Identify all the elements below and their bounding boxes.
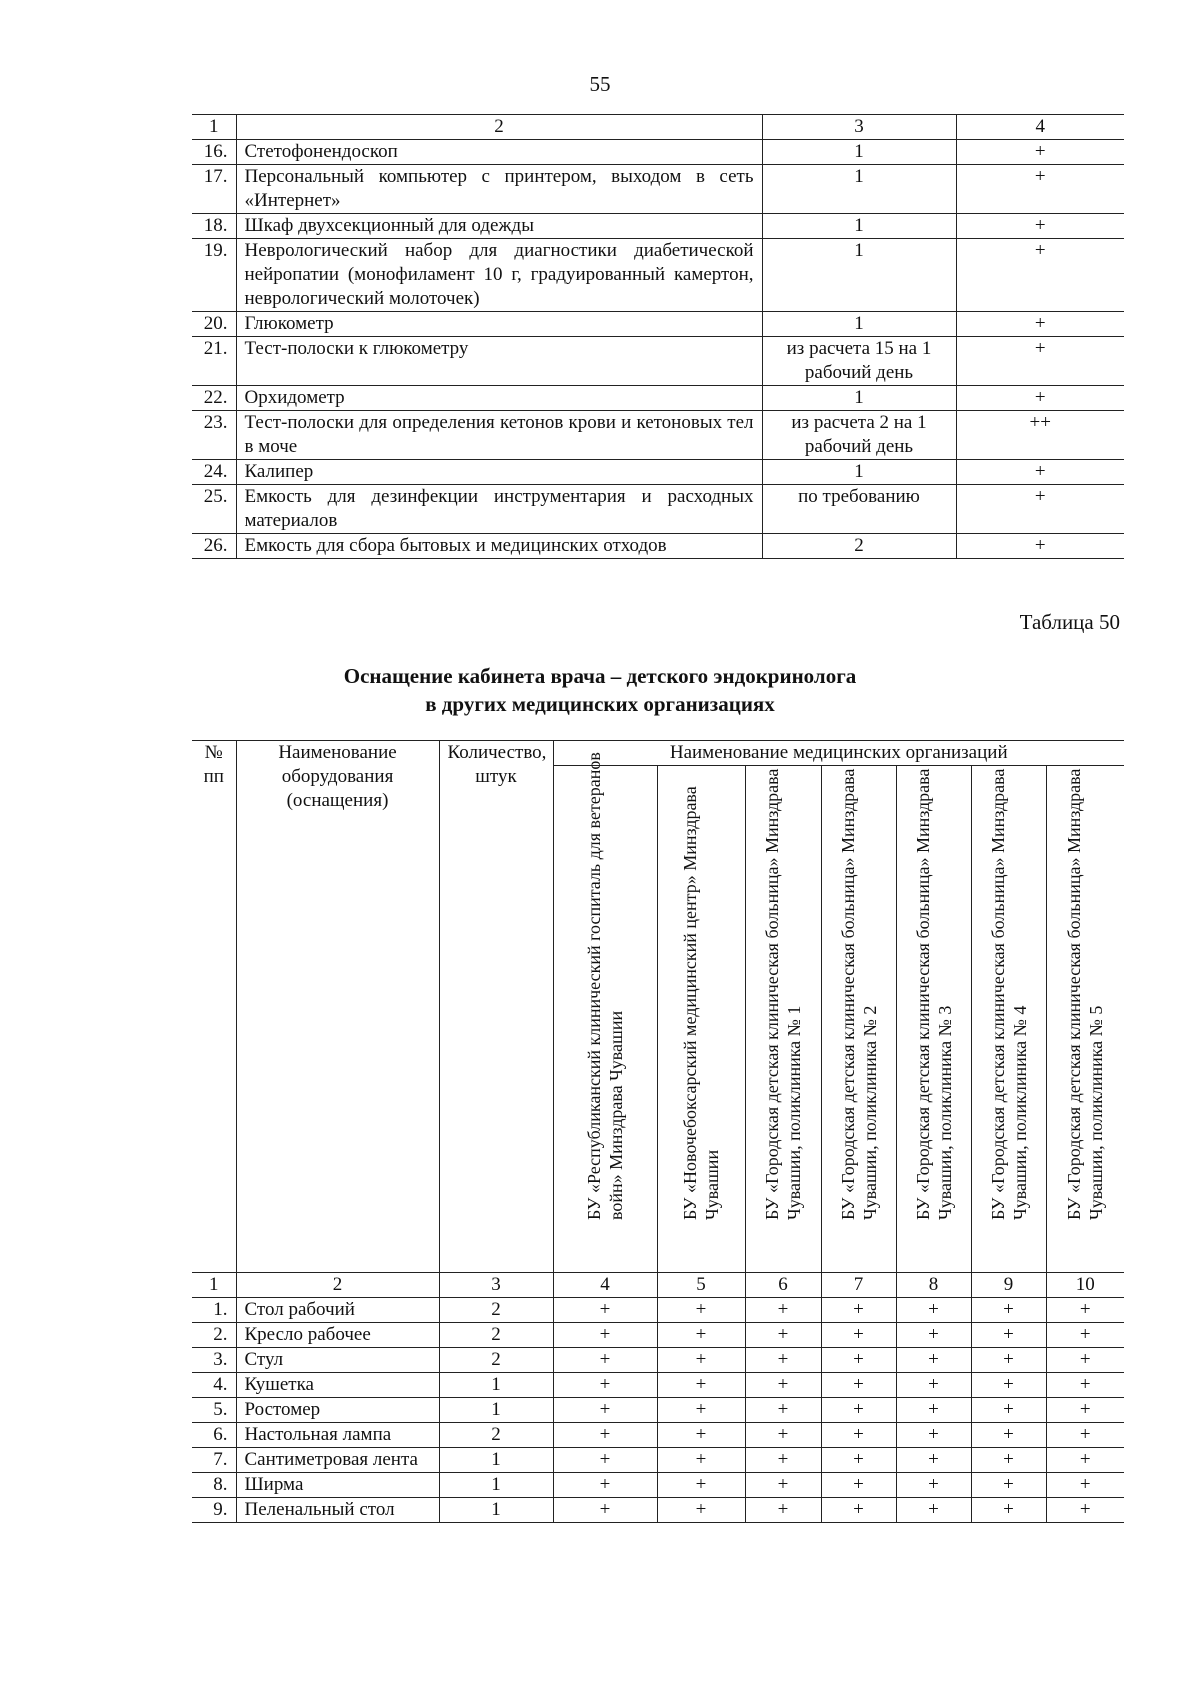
availability-mark: +	[896, 1373, 971, 1398]
equipment-quantity: 1	[762, 140, 956, 165]
equipment-quantity: 1	[439, 1398, 553, 1423]
column-number: 5	[657, 1273, 745, 1298]
row-number: 26.	[192, 534, 236, 559]
org-name: БУ «Городская детская клиническая больница» Минздрава Чувашии, поликлиника № 1	[762, 768, 804, 1220]
availability-mark: +	[896, 1298, 971, 1323]
org-name: БУ «Городская детская клиническая больница» Минздрава Чувашии, поликлиника № 5	[1064, 768, 1107, 1220]
equipment-quantity: 1	[762, 165, 956, 214]
availability-mark: +	[956, 386, 1124, 411]
equipment-quantity: 1	[762, 214, 956, 239]
table1-body	[192, 115, 1124, 559]
availability-mark: +	[821, 1398, 896, 1423]
availability-mark: +	[553, 1323, 657, 1348]
availability-mark: +	[821, 1348, 896, 1373]
table1-row	[192, 386, 1124, 411]
table2-row	[192, 1423, 1124, 1448]
availability-mark: +	[956, 140, 1124, 165]
availability-mark: +	[821, 1473, 896, 1498]
availability-mark: +	[745, 1448, 821, 1473]
column-number: 6	[745, 1273, 821, 1298]
row-number: 25.	[192, 485, 236, 534]
availability-mark: +	[896, 1323, 971, 1348]
row-number: 18.	[192, 214, 236, 239]
equipment-quantity: 1	[439, 1448, 553, 1473]
row-number: 8.	[192, 1473, 236, 1498]
table2-row	[192, 1348, 1124, 1373]
availability-mark: +	[1046, 1498, 1124, 1523]
equipment-name: Ширма	[236, 1473, 439, 1498]
availability-mark: +	[745, 1498, 821, 1523]
table1-header-row	[192, 115, 1124, 140]
row-number: 16.	[192, 140, 236, 165]
availability-mark: +	[1046, 1398, 1124, 1423]
availability-mark: +	[553, 1348, 657, 1373]
availability-mark: +	[971, 1373, 1046, 1398]
equipment-name: Стетофонендоскоп	[236, 140, 762, 165]
availability-mark: +	[1046, 1423, 1124, 1448]
equipment-quantity: из расчета 2 на 1 рабочий день	[762, 411, 956, 460]
org-name: БУ «Городская детская клиническая больница» Минздрава Чувашии, поликлиника № 4	[987, 768, 1030, 1220]
table1-row	[192, 239, 1124, 312]
availability-mark: +	[956, 312, 1124, 337]
equipment-quantity: 2	[439, 1298, 553, 1323]
equipment-name: Калипер	[236, 460, 762, 485]
table1-row	[192, 411, 1124, 460]
org-name-cell	[971, 766, 1046, 1273]
equipment-quantity: 1	[762, 386, 956, 411]
column-number: 3	[439, 1273, 553, 1298]
availability-mark: +	[657, 1448, 745, 1473]
availability-mark: +	[1046, 1348, 1124, 1373]
org-name: БУ «Новочебоксарский медицинский центр» Минздрава Чувашии	[680, 786, 722, 1220]
availability-mark: +	[821, 1298, 896, 1323]
equipment-name: Емкость для сбора бытовых и медицинских отходов	[236, 534, 762, 559]
column-number: 9	[971, 1273, 1046, 1298]
equipment-name: Кушетка	[236, 1373, 439, 1398]
row-number: 19.	[192, 239, 236, 312]
availability-mark: ++	[956, 411, 1124, 460]
table1-header-cell: 3	[762, 115, 956, 140]
availability-mark: +	[745, 1373, 821, 1398]
table-title-line: в других медицинских организациях	[425, 692, 775, 716]
availability-mark: +	[657, 1398, 745, 1423]
equipment-quantity: 2	[439, 1348, 553, 1373]
table1-row	[192, 214, 1124, 239]
availability-mark: +	[971, 1473, 1046, 1498]
column-number: 7	[821, 1273, 896, 1298]
equipment-quantity: 1	[439, 1473, 553, 1498]
availability-mark: +	[745, 1423, 821, 1448]
availability-mark: +	[1046, 1298, 1124, 1323]
col-header-num: № пп	[192, 741, 236, 1273]
col-header-name: Наименование оборудования (оснащения)	[236, 741, 439, 1273]
availability-mark: +	[896, 1473, 971, 1498]
org-name-cell	[553, 752, 657, 1273]
equipment-quantity: из расчета 15 на 1 рабочий день	[762, 337, 956, 386]
equipment-name: Настольная лампа	[236, 1423, 439, 1448]
column-number: 10	[1046, 1273, 1124, 1298]
availability-mark: +	[956, 239, 1124, 312]
availability-mark: +	[821, 1373, 896, 1398]
org-name-cell	[657, 766, 745, 1273]
equipment-table-continued	[192, 114, 1124, 559]
row-number: 21.	[192, 337, 236, 386]
availability-mark: +	[971, 1498, 1046, 1523]
availability-mark: +	[956, 534, 1124, 559]
row-number: 20.	[192, 312, 236, 337]
availability-mark: +	[553, 1398, 657, 1423]
availability-mark: +	[745, 1348, 821, 1373]
availability-mark: +	[956, 460, 1124, 485]
availability-mark: +	[896, 1448, 971, 1473]
equipment-name: Неврологический набор для диагностики диабетической нейропатии (монофиламент 10 г, градуированный камертон, неврологический молоточек)	[236, 239, 762, 312]
equipment-name: Тест-полоски к глюкометру	[236, 337, 762, 386]
table2-row	[192, 1498, 1124, 1523]
availability-mark: +	[956, 165, 1124, 214]
row-number: 1.	[192, 1298, 236, 1323]
availability-mark: +	[657, 1323, 745, 1348]
row-number: 17.	[192, 165, 236, 214]
equipment-quantity: 2	[762, 534, 956, 559]
table1-row	[192, 460, 1124, 485]
availability-mark: +	[956, 337, 1124, 386]
row-number: 7.	[192, 1448, 236, 1473]
equipment-name: Кресло рабочее	[236, 1323, 439, 1348]
availability-mark: +	[657, 1298, 745, 1323]
equipment-quantity: 1	[439, 1498, 553, 1523]
table1-header-cell: 1	[192, 115, 236, 140]
availability-mark: +	[1046, 1323, 1124, 1348]
table1-row	[192, 337, 1124, 386]
row-number: 9.	[192, 1498, 236, 1523]
availability-mark: +	[657, 1498, 745, 1523]
table2-row	[192, 1373, 1124, 1398]
table1-row	[192, 534, 1124, 559]
availability-mark: +	[553, 1298, 657, 1323]
availability-mark: +	[1046, 1373, 1124, 1398]
availability-mark: +	[971, 1348, 1046, 1373]
availability-mark: +	[896, 1498, 971, 1523]
availability-mark: +	[657, 1348, 745, 1373]
availability-mark: +	[971, 1323, 1046, 1348]
availability-mark: +	[896, 1423, 971, 1448]
table2-body	[192, 741, 1124, 1523]
row-number: 22.	[192, 386, 236, 411]
equipment-name: Стул	[236, 1348, 439, 1373]
availability-mark: +	[745, 1473, 821, 1498]
availability-mark: +	[971, 1398, 1046, 1423]
availability-mark: +	[971, 1448, 1046, 1473]
availability-mark: +	[657, 1423, 745, 1448]
availability-mark: +	[553, 1448, 657, 1473]
table-title	[0, 662, 1200, 718]
row-number: 24.	[192, 460, 236, 485]
availability-mark: +	[1046, 1473, 1124, 1498]
row-number: 6.	[192, 1423, 236, 1448]
table1-row	[192, 485, 1124, 534]
availability-mark: +	[1046, 1448, 1124, 1473]
table1-row	[192, 165, 1124, 214]
equipment-name: Шкаф двухсекционный для одежды	[236, 214, 762, 239]
equipment-quantity: по требованию	[762, 485, 956, 534]
table1-row	[192, 312, 1124, 337]
table2-header-row	[192, 741, 1124, 766]
equipment-name: Стол рабочий	[236, 1298, 439, 1323]
org-name-cell	[821, 766, 896, 1273]
equipment-quantity: 2	[439, 1423, 553, 1448]
table1-header-cell: 2	[236, 115, 762, 140]
table2-row	[192, 1323, 1124, 1348]
page-number: 55	[589, 72, 611, 96]
row-number: 2.	[192, 1323, 236, 1348]
equipment-quantity: 1	[762, 312, 956, 337]
availability-mark: +	[971, 1423, 1046, 1448]
equipment-quantity: 2	[439, 1323, 553, 1348]
org-name: БУ «Городская детская клиническая больница» Минздрава Чувашии, поликлиника № 3	[912, 768, 955, 1220]
availability-mark: +	[745, 1298, 821, 1323]
availability-mark: +	[956, 214, 1124, 239]
row-number: 4.	[192, 1373, 236, 1398]
column-numbers-row	[192, 1273, 1124, 1298]
equipment-name: Персональный компьютер с принтером, выходом в сеть «Интернет»	[236, 165, 762, 214]
col-header-qty: Количество, штук	[439, 741, 553, 1273]
availability-mark: +	[553, 1373, 657, 1398]
column-number: 8	[896, 1273, 971, 1298]
equipment-name: Ростомер	[236, 1398, 439, 1423]
availability-mark: +	[821, 1498, 896, 1523]
cabinet-equipment-table	[192, 740, 1124, 1523]
availability-mark: +	[745, 1323, 821, 1348]
availability-mark: +	[971, 1298, 1046, 1323]
equipment-name: Емкость для дезинфекции инструментария и расходных материалов	[236, 485, 762, 534]
availability-mark: +	[956, 485, 1124, 534]
org-name-cell	[896, 766, 971, 1273]
column-number: 1	[192, 1273, 236, 1298]
equipment-quantity: 1	[439, 1373, 553, 1398]
column-number: 2	[236, 1273, 439, 1298]
availability-mark: +	[553, 1423, 657, 1448]
org-name: БУ «Республиканский клинический госпиталь для ветеранов войн» Минздрава Чувашии	[584, 752, 626, 1220]
row-number: 3.	[192, 1348, 236, 1373]
availability-mark: +	[657, 1473, 745, 1498]
equipment-name: Пеленальный стол	[236, 1498, 439, 1523]
availability-mark: +	[657, 1373, 745, 1398]
table1-header-cell: 4	[956, 115, 1124, 140]
table-caption: Таблица 50	[1019, 610, 1120, 634]
equipment-quantity: 1	[762, 460, 956, 485]
equipment-name: Орхидометр	[236, 386, 762, 411]
availability-mark: +	[821, 1423, 896, 1448]
table1-row	[192, 140, 1124, 165]
equipment-name: Тест-полоски для определения кетонов крови и кетоновых тел в моче	[236, 411, 762, 460]
availability-mark: +	[553, 1473, 657, 1498]
availability-mark: +	[821, 1448, 896, 1473]
availability-mark: +	[896, 1398, 971, 1423]
equipment-quantity: 1	[762, 239, 956, 312]
org-name-cell	[1046, 766, 1124, 1273]
org-name-cell	[745, 766, 821, 1273]
availability-mark: +	[896, 1348, 971, 1373]
org-name: БУ «Городская детская клиническая больница» Минздрава Чувашии, поликлиника № 2	[837, 768, 880, 1220]
table2-row	[192, 1398, 1124, 1423]
row-number: 5.	[192, 1398, 236, 1423]
table2-row	[192, 1473, 1124, 1498]
table-title-line: Оснащение кабинета врача – детского эндокринолога	[343, 664, 857, 688]
col-header-orgs: Наименование медицинских организаций	[553, 741, 1124, 766]
availability-mark: +	[745, 1398, 821, 1423]
table2-row	[192, 1448, 1124, 1473]
availability-mark: +	[553, 1498, 657, 1523]
availability-mark: +	[821, 1323, 896, 1348]
table2-row	[192, 1298, 1124, 1323]
row-number: 23.	[192, 411, 236, 460]
equipment-name: Сантиметровая лента	[236, 1448, 439, 1473]
column-number: 4	[553, 1273, 657, 1298]
equipment-name: Глюкометр	[236, 312, 762, 337]
